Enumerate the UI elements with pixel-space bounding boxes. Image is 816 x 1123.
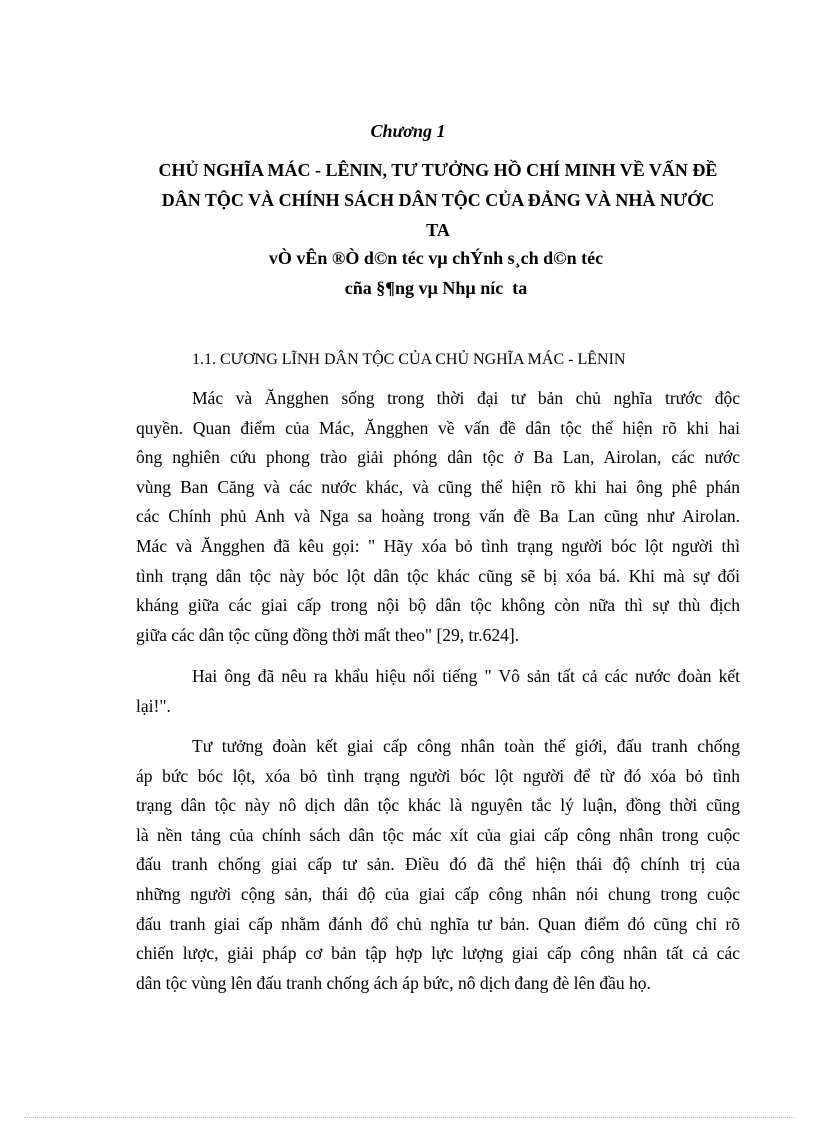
paragraph-line: Hai ông đã nêu ra khẩu hiệu nổi tiếng " Vô sản tất cả các nước đoàn kết: [192, 666, 740, 686]
paragraph-line: những người cộng sản, thái độ của giai cấp công nhân nói chung trong cuộc: [136, 883, 740, 904]
paragraph-line: đấu tranh giai cấp nhằm đánh đổ chủ nghĩa tư bản. Quan điểm đó cũng chỉ rõ: [136, 913, 740, 934]
chapter-title-line: TA: [426, 220, 450, 240]
section-heading: 1.1. CƯƠNG LĨNH DÂN TỘC CỦA CHỦ NGHĨA MÁC - LÊNIN: [192, 351, 626, 368]
paragraph-line: Mác và Ăngghen sống trong thời đại tư bản chủ nghĩa trước độc: [192, 388, 740, 408]
chapter-subtitle-garbled: [0, 243, 816, 303]
paragraph-line: là nền tảng của chính sách dân tộc mác xít của giai cấp công nhân trong cuộc: [136, 824, 740, 845]
paragraph-line: ông nghiên cứu phong trào giải phóng dân tộc ở Ba Lan, Airolan, các nước: [136, 447, 740, 468]
garbled-subtitle-line: cña §¶ng vµ Nhµ níc ta: [344, 278, 528, 298]
paragraph-line: áp bức bóc lột, xóa bỏ tình trạng người bóc lột người để từ đó xóa bỏ tình: [136, 765, 740, 786]
paragraph-1: [136, 384, 740, 650]
garbled-subtitle-line: vÒ vÊn ®Ò d©n téc vµ chÝnh s¸ch d©n téc: [268, 248, 604, 268]
paragraph-line: trạng dân tộc này nô dịch dân tộc khác là nguyên tắc lý luận, đồng thời cũng: [136, 795, 740, 816]
paragraph-2: [136, 662, 740, 721]
paragraph-line: vùng Ban Căng và các nước khác, và cũng thể hiện rõ khi hai ông phê phán: [136, 476, 740, 497]
page-bottom-divider: [24, 1117, 794, 1118]
paragraph-line: đấu tranh chống giai cấp tư sản. Điều đó đã thể hiện thái độ chính trị của: [136, 854, 740, 875]
paragraph-line: chiến lược, giải pháp cơ bản tập hợp lực lượng giai cấp công nhân tất cả các: [136, 943, 740, 964]
paragraph-line: Tư tưởng đoàn kết giai cấp công nhân toàn thế giới, đấu tranh chống: [192, 736, 740, 756]
paragraph-line: giữa các dân tộc cũng đồng thời mất theo" [29, tr.624].: [136, 624, 520, 645]
paragraph-line: tình trạng dân tộc này bóc lột dân tộc khác cũng sẽ bị xóa bá. Khi mà sự đối: [136, 565, 740, 586]
paragraph-line: lại!".: [136, 695, 171, 716]
paragraph-line: Mác và Ăngghen đã kêu gọi: " Hãy xóa bỏ tình trạng người bóc lột người thì: [136, 535, 740, 556]
paragraph-line: các Chính phủ Anh và Nga sa hoàng trong vấn đề Ba Lan cũng như Airolan.: [136, 506, 740, 527]
chapter-title: [128, 155, 748, 245]
paragraph-line: quyền. Quan điểm của Mác, Ăngghen về vấn đề dân tộc thể hiện rõ khi hai: [136, 417, 740, 438]
paragraph-line: dân tộc vùng lên đấu tranh chống ách áp bức, nô dịch đang đè lên đầu họ.: [136, 972, 651, 993]
paragraph-3: [136, 732, 740, 998]
paragraph-line: kháng giữa các giai cấp trong nội bộ dân tộc không còn nữa thì sự thù địch: [136, 595, 740, 616]
chapter-title-line: DÂN TỘC VÀ CHÍNH SÁCH DÂN TỘC CỦA ĐẢNG VÀ NHÀ NƯỚC: [161, 190, 715, 210]
chapter-label: Chương 1: [370, 121, 446, 141]
chapter-title-line: CHỦ NGHĨA MÁC - LÊNIN, TƯ TƯỞNG HỒ CHÍ MINH VỀ VẤN ĐỀ: [158, 160, 718, 180]
